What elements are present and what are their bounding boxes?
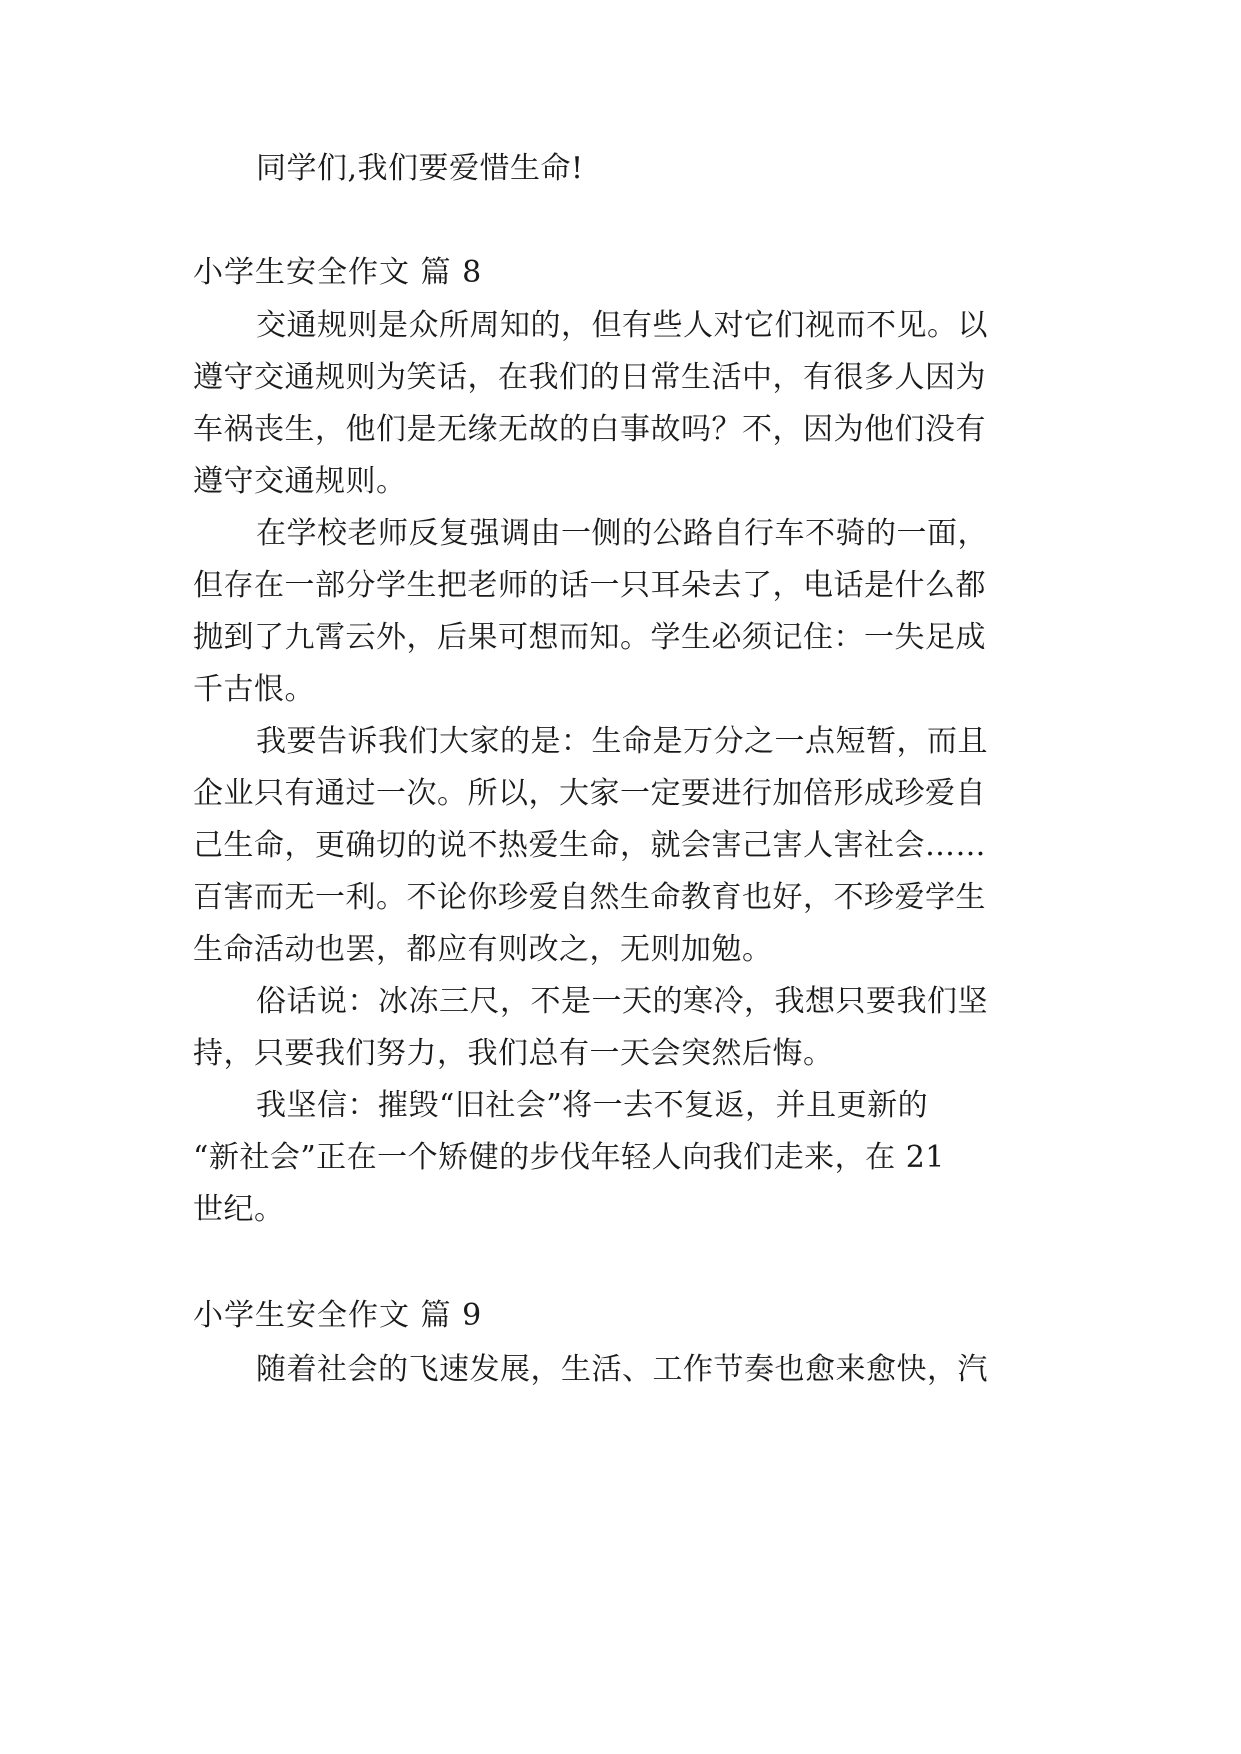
paragraph-line: “新社会”正在一个矫健的步伐年轻人向我们走来，在 21 [193,1140,945,1175]
paragraph-line: 己生命，更确切的说不热爱生命，就会害己害人害社会…… [193,828,986,863]
paragraph-line: 持，只要我们努力，我们总有一天会突然后悔。 [193,1036,834,1071]
paragraph-line: 遵守交通规则。 [193,464,407,499]
paragraph-line: 俗话说：冰冻三尺，不是一天的寒冷，我想只要我们坚 [256,984,988,1019]
paragraph-line: 我要告诉我们大家的是：生命是万分之一点短暂，而且 [256,724,988,759]
paragraph-line: 遵守交通规则为笑话，在我们的日常生活中，有很多人因为 [193,360,986,395]
paragraph-line: 千古恨。 [193,672,315,707]
paragraph-line: 我坚信：摧毁“旧社会”将一去不复返，并且更新的 [256,1088,929,1123]
section-heading-9: 小学生安全作文 篇 9 [193,1298,483,1333]
paragraph-line: 在学校老师反复强调由一侧的公路自行车不骑的一面， [256,516,988,551]
paragraph-line: 车祸丧生，他们是无缘无故的白事故吗？不，因为他们没有 [193,412,986,447]
paragraph-line: 抛到了九霄云外，后果可想而知。学生必须记住：一失足成 [193,620,986,655]
section-heading-8: 小学生安全作文 篇 8 [193,255,483,290]
paragraph-line: 但存在一部分学生把老师的话一只耳朵去了，电话是什么都 [193,568,986,603]
paragraph-line: 交通规则是众所周知的，但有些人对它们视而不见。以 [256,308,988,343]
paragraph-line: 企业只有通过一次。所以，大家一定要进行加倍形成珍爱自 [193,776,986,811]
paragraph-line: 百害而无一利。不论你珍爱自然生命教育也好，不珍爱学生 [193,880,986,915]
paragraph-line: 世纪。 [193,1192,285,1227]
closing-line: 同学们,我们要爱惜生命! [256,151,584,186]
paragraph-line: 生命活动也罢，都应有则改之，无则加勉。 [193,932,773,967]
paragraph-line: 随着社会的飞速发展，生活、工作节奏也愈来愈快，汽 [256,1352,988,1387]
